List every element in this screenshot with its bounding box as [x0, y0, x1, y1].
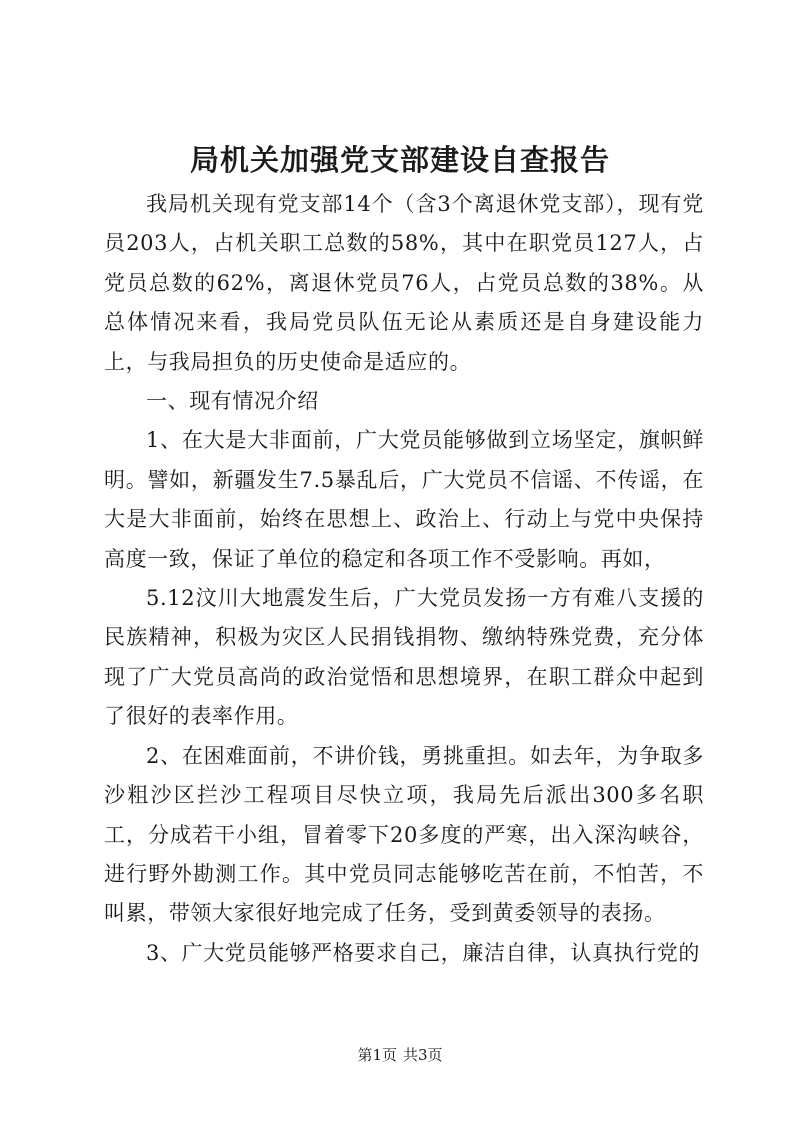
document-body	[104, 185, 704, 973]
paragraph-item-1: 1、在大是大非面前，广大党员能够做到立场坚定，旗帜鲜明。譬如，新疆发生7.5暴乱后，广大党员不信谣、不传谣，在大是大非面前，始终在思想上、政治上、行动上与党中央保持高度一致，保证了单位的稳定和各项工作不受影响。再如，	[104, 428, 704, 571]
page-footer	[0, 1045, 800, 1065]
document-title: 局机关加强党支部建设自查报告	[189, 143, 610, 177]
paragraph-intro: 我局机关现有党支部14个（含3个离退休党支部），现有党员203人，占机关职工总数的58%，其中在职党员127人，占党员总数的62%，离退休党员76人，占党员总数的38%。从总体情况来看，我局党员队伍无论从素质还是自身建设能力上，与我局担负的历史使命是适应的。	[104, 192, 704, 374]
section-heading: 一、现有情况介绍	[146, 389, 319, 414]
paragraph-item-2: 2、在困难面前，不讲价钱，勇挑重担。如去年，为争取多沙粗沙区拦沙工程项目尽快立项，我局先后派出300多名职工，分成若干小组，冒着零下20多度的严寒，出入深沟峡谷，进行野外勘测工作。其中党员同志能够吃苦在前，不怕苦，不叫累，带领大家很好地完成了任务，受到黄委领导的表扬。	[104, 743, 704, 926]
paragraph-item-3: 3、广大党员能够严格要求自己，廉洁自律，认真执行党的	[146, 940, 700, 965]
page-total: 共3页	[403, 1046, 443, 1064]
paragraph-item-1-continued: 5.12汶川大地震发生后，广大党员发扬一方有难八支援的民族精神，积极为灾区人民捐钱捐物、缴纳特殊党费，充分体现了广大党员高尚的政治觉悟和思想境界，在职工群众中起到了很好的表率作用。	[104, 586, 704, 729]
page-number: 第1页	[357, 1046, 397, 1064]
